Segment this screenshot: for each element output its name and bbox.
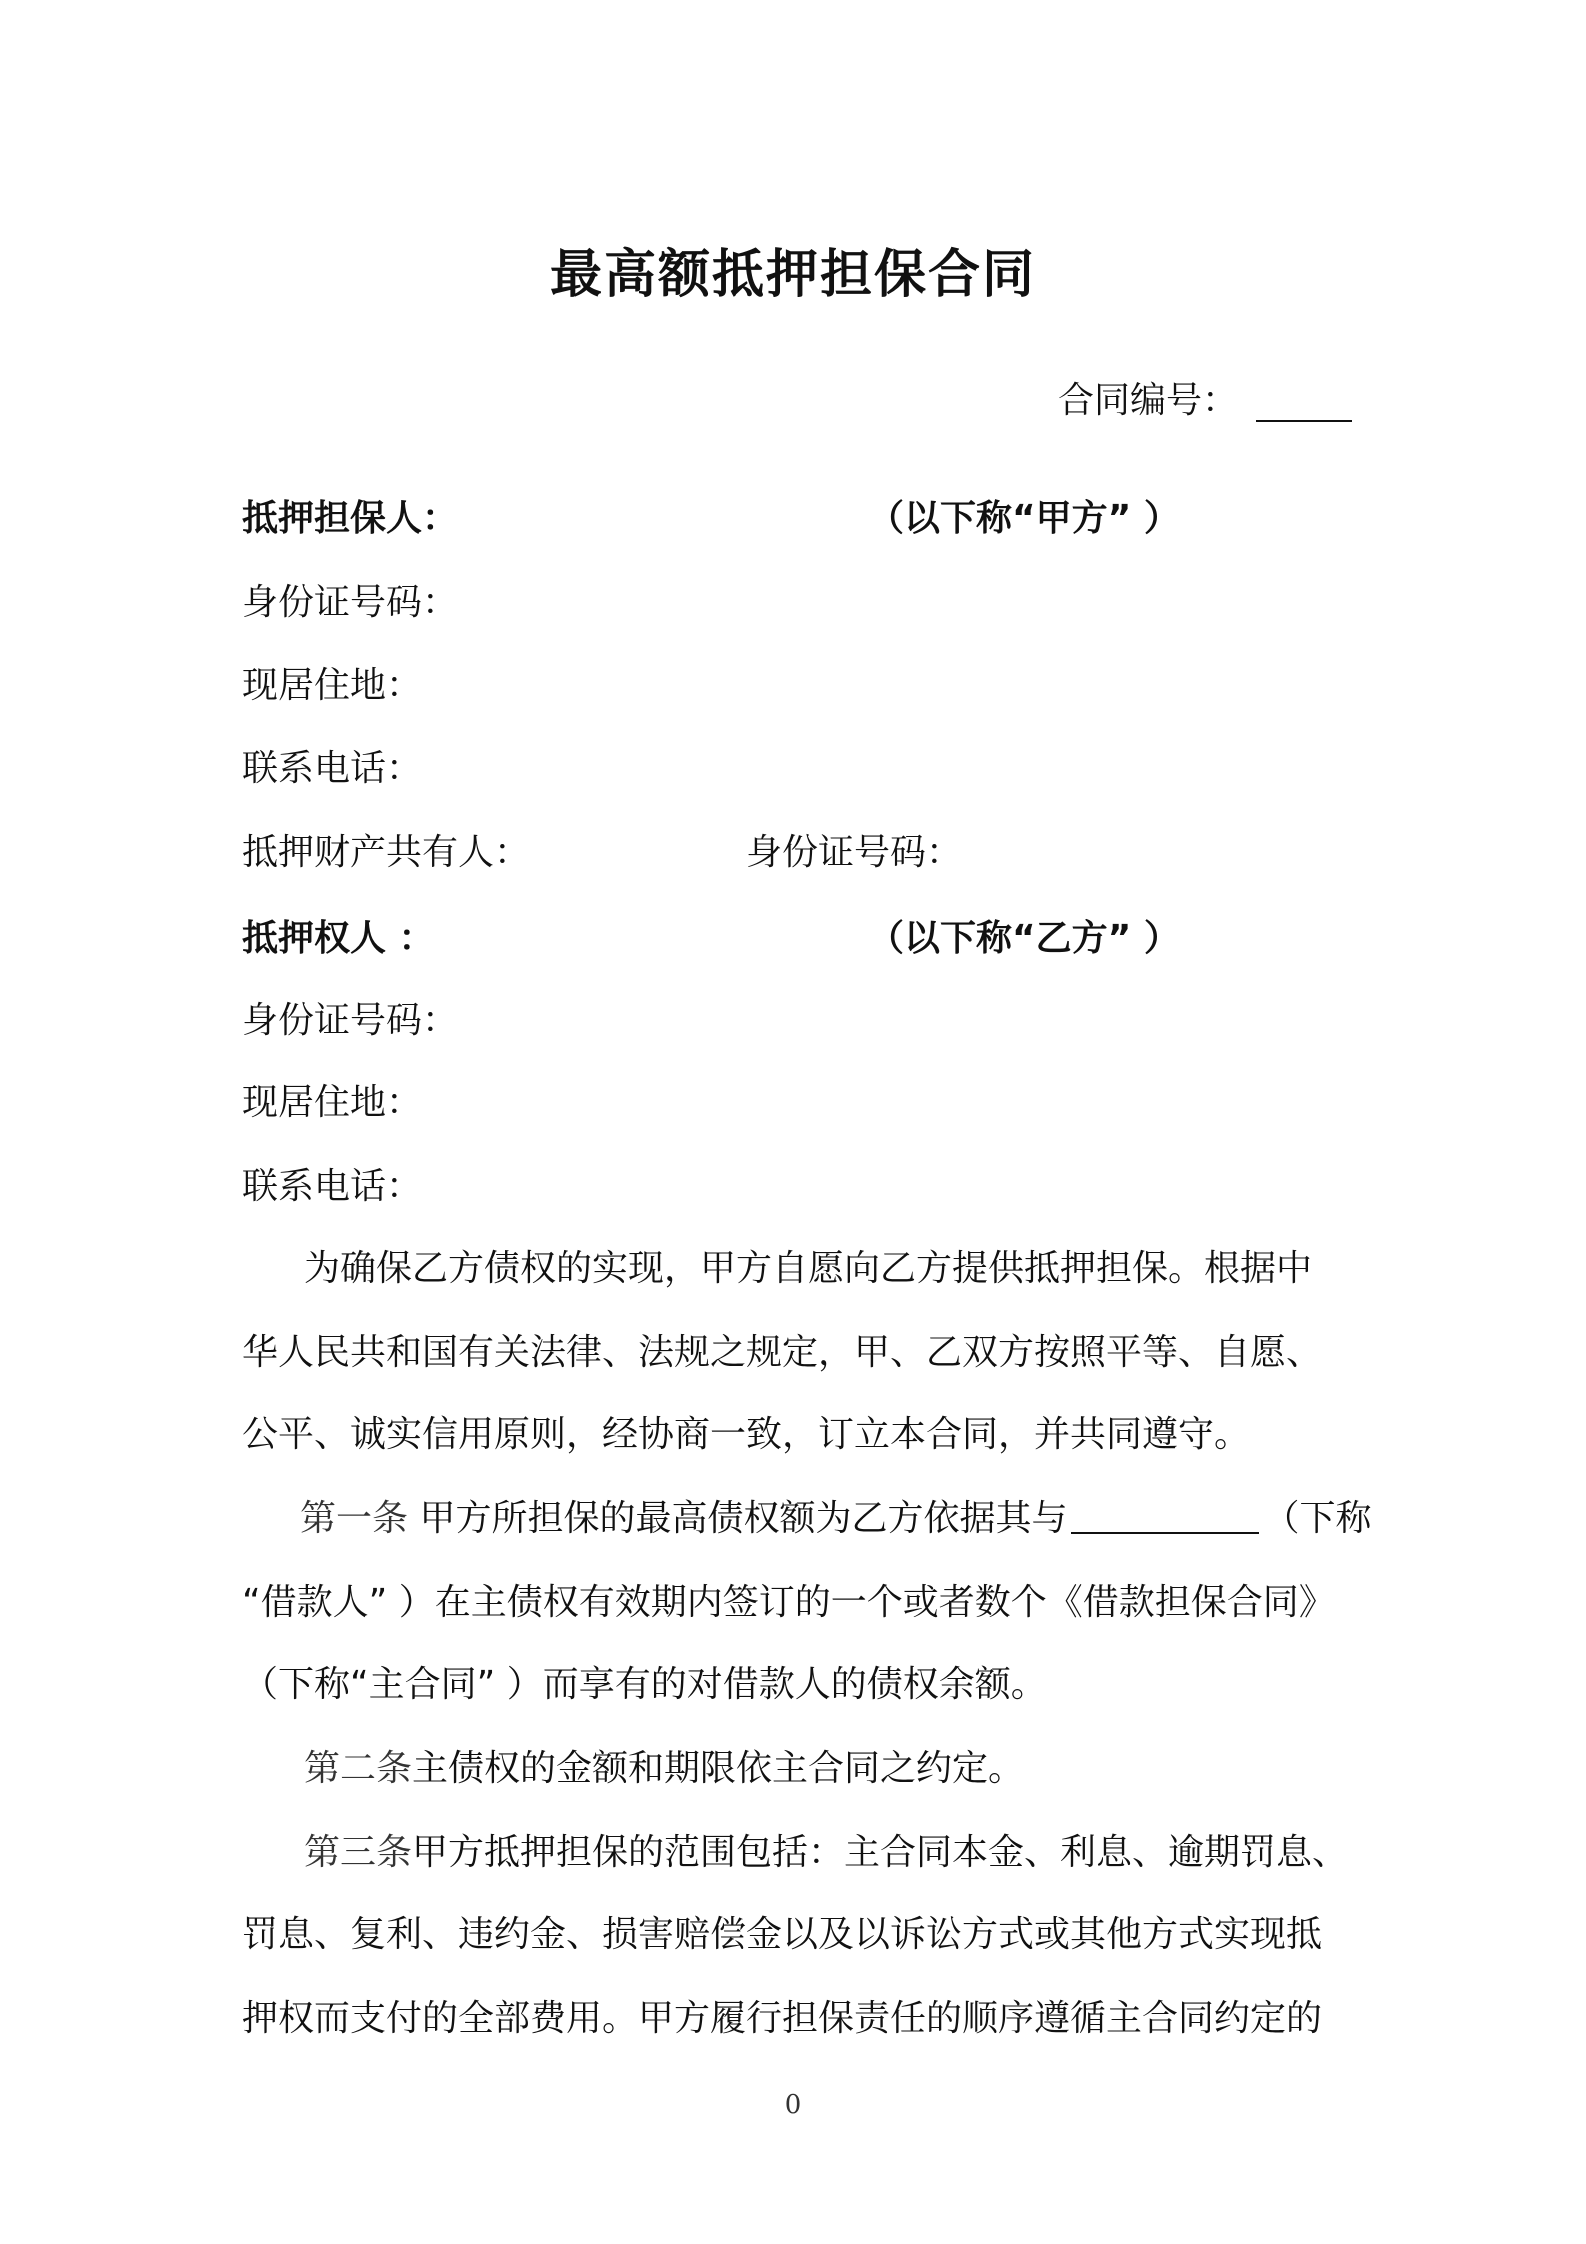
party-b-address-label: 现居住地： xyxy=(242,1082,423,1123)
article-1-line-3: （下称“主合同” ）而享有的对借款人的债权余额。 xyxy=(242,1664,1047,1705)
article-2-number: 第二条 xyxy=(304,1748,413,1789)
party-a-row xyxy=(242,490,1180,541)
party-a-alias: （以下称“甲方” ） xyxy=(868,498,1180,539)
page-number: 0 xyxy=(784,2090,802,2120)
document-title: 最高额抵押担保合同 xyxy=(549,245,1036,305)
article-2-text: 主债权的金额和期限依主合同之约定。 xyxy=(412,1748,1025,1789)
article-3-line-1 xyxy=(304,1824,1446,1875)
preamble-line-1: 为确保乙方债权的实现，甲方自愿向乙方提供抵押担保。根据中 xyxy=(304,1248,1313,1289)
party-a-address-label: 现居住地： xyxy=(242,665,423,706)
preamble-line-2: 华人民共和国有关法律、法规之规定，甲、乙双方按照平等、自愿、 xyxy=(242,1332,1323,1373)
article-1-text-a: 甲方所担保的最高债权额为乙方依据其与 xyxy=(408,1498,1068,1539)
article-1-blank xyxy=(1071,1502,1259,1534)
party-b-id-label: 身份证号码： xyxy=(242,1000,459,1041)
article-1-line-1 xyxy=(300,1490,1442,1541)
contract-number-blank xyxy=(1256,384,1352,422)
contract-number-label: 合同编号： xyxy=(1058,380,1239,421)
article-1-number: 第一条 xyxy=(300,1498,409,1539)
contract-number xyxy=(1058,372,1352,423)
party-b-phone-label: 联系电话： xyxy=(242,1166,423,1207)
article-3-number: 第三条 xyxy=(304,1832,413,1873)
co-owner-id-label: 身份证号码： xyxy=(746,832,963,873)
article-1-text-b: （下称 xyxy=(1263,1498,1372,1539)
co-owner-label: 抵押财产共有人： xyxy=(242,832,531,873)
article-3-line-2: 罚息、复利、违约金、损害赔偿金以及以诉讼方式或其他方式实现抵 xyxy=(242,1914,1323,1955)
preamble-line-3: 公平、诚实信用原则，经协商一致，订立本合同，并共同遵守。 xyxy=(242,1414,1251,1455)
party-a-label: 抵押担保人： xyxy=(242,498,459,539)
party-b-label: 抵押权人 ： xyxy=(242,918,435,959)
party-a-phone-label: 联系电话： xyxy=(242,748,423,789)
article-3-text-1: 甲方抵押担保的范围包括：主合同本金、利息、逾期罚息、 xyxy=(412,1832,1349,1873)
party-a-id-label: 身份证号码： xyxy=(242,582,459,623)
party-b-row xyxy=(242,910,1180,961)
party-b-alias: （以下称“乙方” ） xyxy=(868,918,1180,959)
article-1-line-2: “借款人” ）在主债权有效期内签订的一个或者数个《借款担保合同》 xyxy=(242,1582,1335,1623)
article-2-line xyxy=(304,1740,1446,1791)
co-owner-row xyxy=(242,824,963,875)
article-3-line-3: 押权而支付的全部费用。甲方履行担保责任的顺序遵循主合同约定的 xyxy=(242,1998,1323,2039)
